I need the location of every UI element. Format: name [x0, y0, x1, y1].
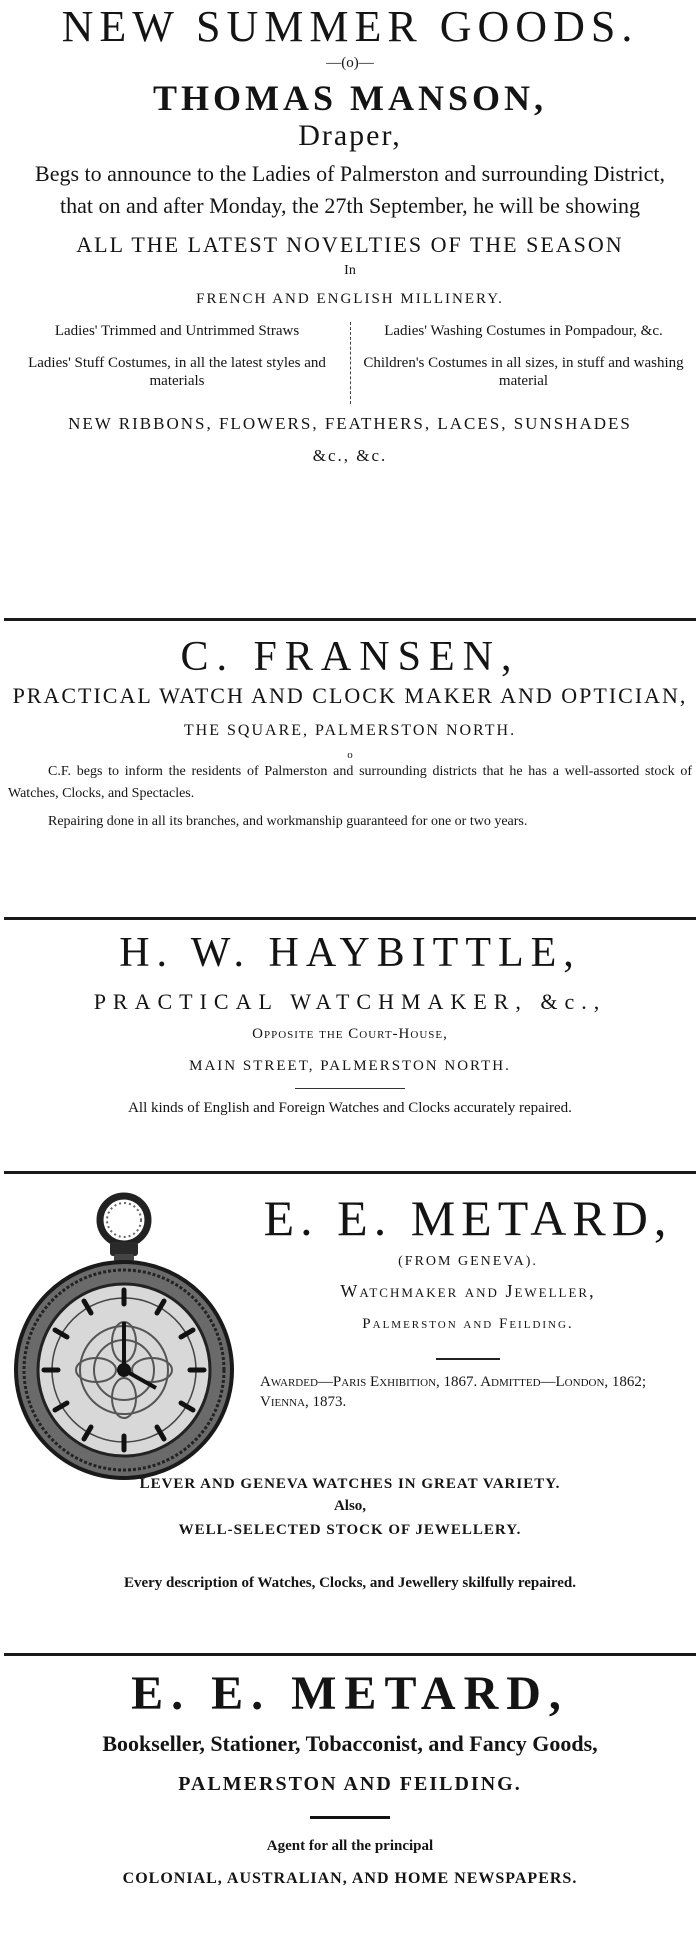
goods-item: Children's Costumes in all sizes, in stuff and washing material — [363, 355, 684, 389]
advertiser-name: E. E. METARD, — [263, 1190, 673, 1246]
advertiser-name: THOMAS MANSON, — [152, 78, 547, 118]
short-rule — [310, 1816, 390, 1819]
opposite-line: Opposite the Court-House, — [252, 1026, 448, 1042]
metard-watch-text — [240, 1190, 696, 1412]
trade: Draper, — [298, 119, 402, 152]
paragraph-repairs: Repairing done in all its branches, and workmanship guaranteed for one or two years. — [48, 814, 528, 829]
ribbons-line: NEW RIBBONS, FLOWERS, FEATHERS, LACES, SUNSHADES — [68, 414, 632, 433]
short-rule — [436, 1358, 500, 1360]
awards: Awarded—Paris Exhibition, 1867. Admitted—London, 1862; Vienna, 1873. — [260, 1374, 647, 1410]
trade: Watchmaker and Jeweller, — [340, 1281, 596, 1301]
advert-metard-watchmaker — [4, 1174, 696, 1653]
ornament-divider: —(o)— — [326, 55, 374, 71]
trade: PRACTICAL WATCH AND CLOCK MAKER AND OPTICIAN, — [12, 683, 688, 708]
jewellery-line: WELL-SELECTED STOCK OF JEWELLERY. — [178, 1522, 522, 1538]
advertiser-name: E. E. METARD, — [131, 1667, 569, 1720]
goods-item: Ladies' Trimmed and Untrimmed Straws — [54, 323, 300, 339]
short-rule — [295, 1088, 405, 1089]
newspapers-line: COLONIAL, AUSTRALIAN, AND HOME NEWSPAPERS. — [122, 1870, 578, 1887]
also-line: Also, — [333, 1498, 367, 1514]
pocket-watch-illustration — [10, 1192, 238, 1482]
agent-line: Agent for all the principal — [266, 1838, 434, 1854]
advert-thomas-manson — [4, 0, 696, 618]
address: THE SQUARE, PALMERSTON NORTH. — [183, 722, 517, 739]
address: MAIN STREET, PALMERSTON NORTH. — [189, 1058, 511, 1074]
lever-line: LEVER AND GENEVA WATCHES IN GREAT VARIETY. — [139, 1476, 561, 1492]
headline: NEW SUMMER GOODS. — [61, 2, 639, 51]
goods-column-right — [350, 322, 696, 404]
repairs-line: Every description of Watches, Clocks, and Jewellery skilfully repaired. — [123, 1575, 577, 1591]
origin: (FROM GENEVA). — [398, 1254, 538, 1269]
advert-hw-haybittle — [4, 920, 696, 1171]
announcement: Begs to announce to the Ladies of Palmerston and surrounding District, that on and after Monday, the 27th September, he will be showing — [35, 161, 665, 218]
goods-column-left — [4, 322, 350, 404]
towns: PALMERSTON AND FEILDING. — [178, 1773, 522, 1795]
advertiser-name: C. FRANSEN, — [180, 634, 520, 680]
latest-novelties: ALL THE LATEST NOVELTIES OF THE SEASON — [76, 232, 624, 257]
goods-item: Ladies' Washing Costumes in Pompadour, &c. — [384, 323, 663, 339]
paragraph-stock: C.F. begs to inform the residents of Palmerston and surrounding districts that he has a well-assorted stock of Watches, Clocks, and Spectacles. — [8, 764, 692, 801]
pocket-watch-icon — [10, 1192, 238, 1482]
trade: Bookseller, Stationer, Tobacconist, and Fancy Goods, — [102, 1731, 598, 1756]
ornament-divider: o — [347, 749, 353, 761]
metard-watch-lower — [4, 1472, 696, 1594]
repairs-note: All kinds of English and Foreign Watches and Clocks accurately repaired. — [128, 1100, 572, 1116]
trade: PRACTICAL WATCHMAKER, &c., — [93, 989, 607, 1014]
goods-item: Ladies' Stuff Costumes, in all the latest styles and materials — [28, 355, 326, 389]
millinery-line: FRENCH AND ENGLISH MILLINERY. — [196, 291, 504, 307]
towns: Palmerston and Feilding. — [362, 1316, 574, 1332]
advert-c-fransen — [4, 621, 696, 917]
in-word: In — [344, 263, 356, 278]
etc-line: &c., &c. — [312, 446, 388, 465]
goods-columns — [4, 322, 696, 404]
advertiser-name: H. W. HAYBITTLE, — [119, 930, 581, 976]
advert-metard-bookseller — [4, 1656, 696, 1954]
